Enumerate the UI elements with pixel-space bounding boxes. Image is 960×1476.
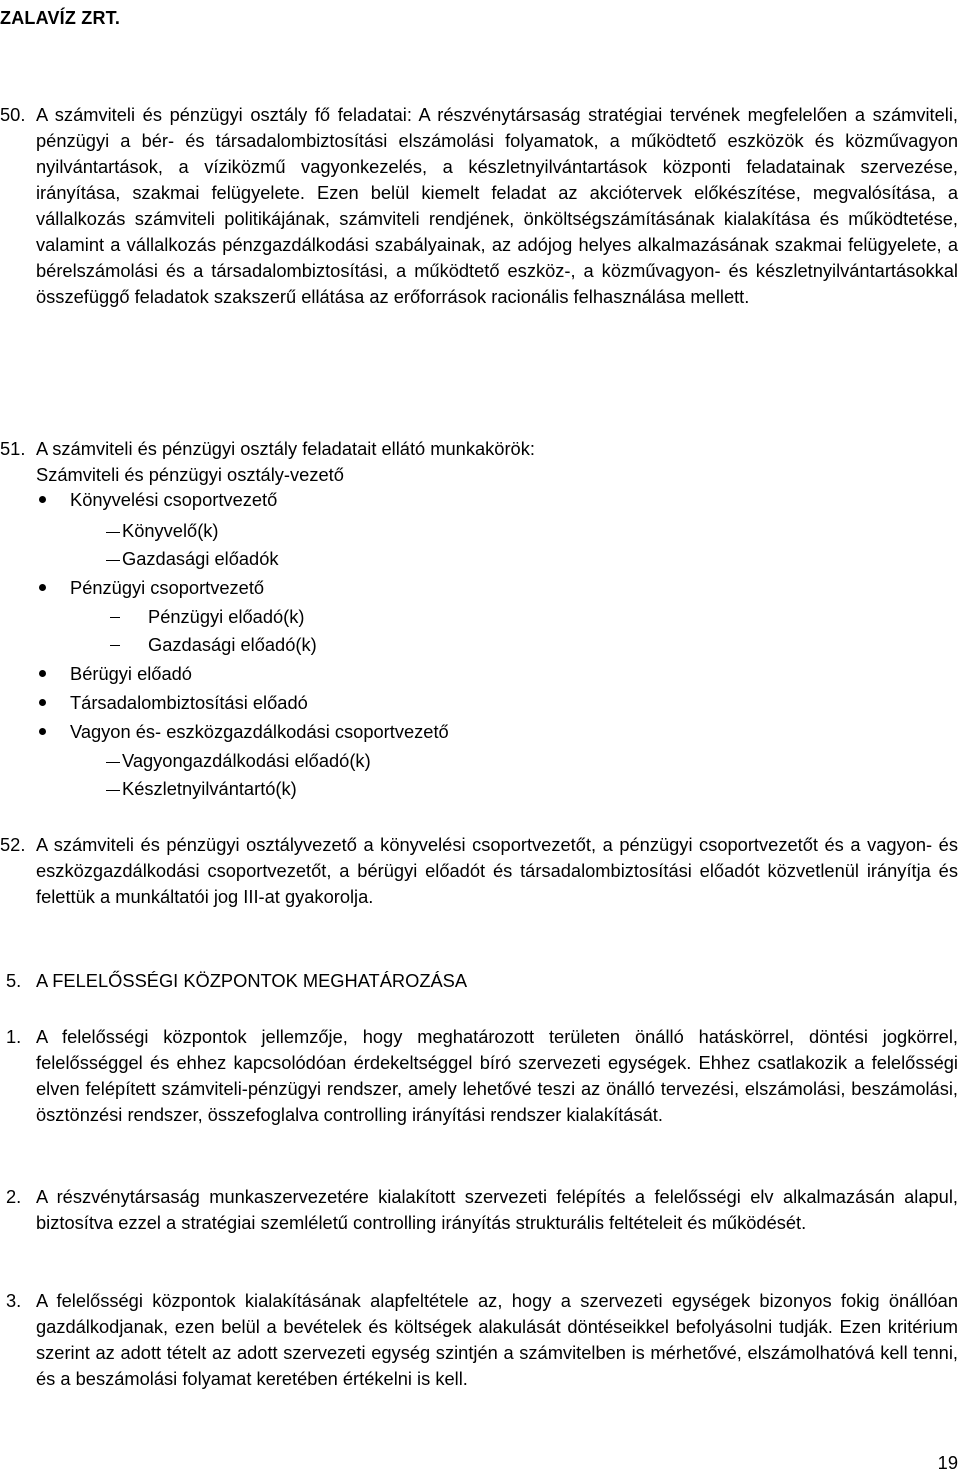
paragraph-text: A számviteli és pénzügyi osztályvezető a könyvelési csoportvezetőt, a pénzügyi csoportvezetőt és a vagyon- és eszközgazdálkodási csoportvezetőt, a bérügyi előadót és társadalombiztosítási előadót közvetlenül irányítja és felettük a munkáltatói jog III-at gyakorolja. <box>36 834 958 907</box>
paragraph-number: 52. <box>0 834 26 855</box>
section-item-3 <box>6 1288 958 1392</box>
item-number: 3. <box>6 1290 22 1311</box>
page-number: 19 <box>937 1452 958 1473</box>
dash-icon <box>110 617 120 618</box>
company-header: ZALAVÍZ ZRT. <box>0 8 121 28</box>
paragraph-51 <box>0 436 958 462</box>
role-head: Számviteli és pénzügyi osztály-vezető <box>36 464 344 485</box>
bullet-icon <box>39 699 46 706</box>
item-number: 2. <box>6 1186 22 1207</box>
bullet-icon <box>39 584 46 591</box>
bullet-icon <box>39 728 46 735</box>
section-item-2 <box>6 1184 958 1236</box>
role-group: Könyvelési csoportvezető <box>70 489 278 510</box>
role-sub: Készletnyilvántartó(k) <box>122 778 297 799</box>
paragraph-text: A számviteli és pénzügyi osztály feladatait ellátó munkakörök: <box>36 438 535 459</box>
paragraph-52 <box>0 832 958 910</box>
role-sub: Vagyongazdálkodási előadó(k) <box>122 750 371 771</box>
dash-icon <box>106 762 120 763</box>
role-group: Vagyon és- eszközgazdálkodási csoportvezető <box>70 721 449 742</box>
role-sub: Gazdasági előadók <box>122 548 279 569</box>
role-sub: Könyvelő(k) <box>122 520 219 541</box>
dash-icon <box>110 645 120 646</box>
dash-icon <box>106 532 120 533</box>
paragraph-50 <box>0 102 958 310</box>
paragraph-number: 50. <box>0 104 26 125</box>
section-item-1 <box>6 1024 958 1128</box>
item-number: 1. <box>6 1026 22 1047</box>
paragraph-text: A számviteli és pénzügyi osztály fő feladatai: A részvénytársaság stratégiai tervének megfelelően a számviteli, pénzügyi a bér- és társadalombiztosítási elszámolási folyamatok, a működtető eszközök és közművagyon nyilvántartások, a víziközmű vagyonkezelés, a készletnyilvántartások központi feladatainak szervezése, irányítása, szakmai felügyelete. Ezen belül kiemelt feladat az akciótervek előkészítése, megvalósítása, a vállalkozás számviteli politikájának, számviteli rendjének, önköltségszámításának kialakítása és működtetése, valamint a vállalkozás pénzgazdálkodási szabályainak, az adójog helyes alkalmazásának szakmai felügyelete, a bérelszámolási és a társadalombiztosítási, a működtető eszköz-, a közművagyon- és készletnyilvántartásokkal összefüggő feladatok szakszerű ellátása az erőforrások racionális felhasználása mellett. <box>36 104 958 307</box>
section-number: 5. <box>6 970 22 991</box>
paragraph-number: 51. <box>0 438 26 459</box>
role-sub: Pénzügyi előadó(k) <box>148 606 305 627</box>
item-text: A részvénytársaság munkaszervezetére kialakított szervezeti felépítés a felelősségi elv alkalmazásán alapul, biztosítva ezzel a stratégiai szemléletű controlling irányítás strukturális feltételeit és működését. <box>36 1186 958 1233</box>
dash-icon <box>106 560 120 561</box>
dash-icon <box>106 790 120 791</box>
item-text: A felelősségi központok jellemzője, hogy meghatározott területen önálló hatáskörrel, döntési jogkörrel, felelősséggel és ehhez kapcsolódóan érdekeltséggel bíró szervezeti egységek. Ehhez csatlakozik a felelősségi elven felépített számviteli-pénzügyi rendszer, amely lehetővé teszi az önálló tervezési, elszámolási, beszámolási, ösztönzési rendszer, összefoglalva controlling irányítási rendszer kialakítását. <box>36 1026 958 1125</box>
role-sub: Gazdasági előadó(k) <box>148 634 317 655</box>
section-title-text: A FELELŐSSÉGI KÖZPONTOK MEGHATÁROZÁSA <box>36 970 468 991</box>
role-group: Pénzügyi csoportvezető <box>70 577 265 598</box>
role-group: Társadalombiztosítási előadó <box>70 692 308 713</box>
bullet-icon <box>39 670 46 677</box>
item-text: A felelősségi központok kialakításának alapfeltétele az, hogy a szervezeti egységek bizonyos fokig önállóan gazdálkodjanak, ezen belül a bevételek és költségek alakulását döntéseikkel befolyásolni tudják. Ezen kritérium szerint az adott tételt az adott szervezeti egység szintjén a számvitelben is mérhetővé, elszámolhatóvá kell tenni, és a beszámolási folyamat keretében értékelni is kell. <box>36 1290 958 1389</box>
bullet-icon <box>39 496 46 503</box>
role-group: Bérügyi előadó <box>70 663 192 684</box>
